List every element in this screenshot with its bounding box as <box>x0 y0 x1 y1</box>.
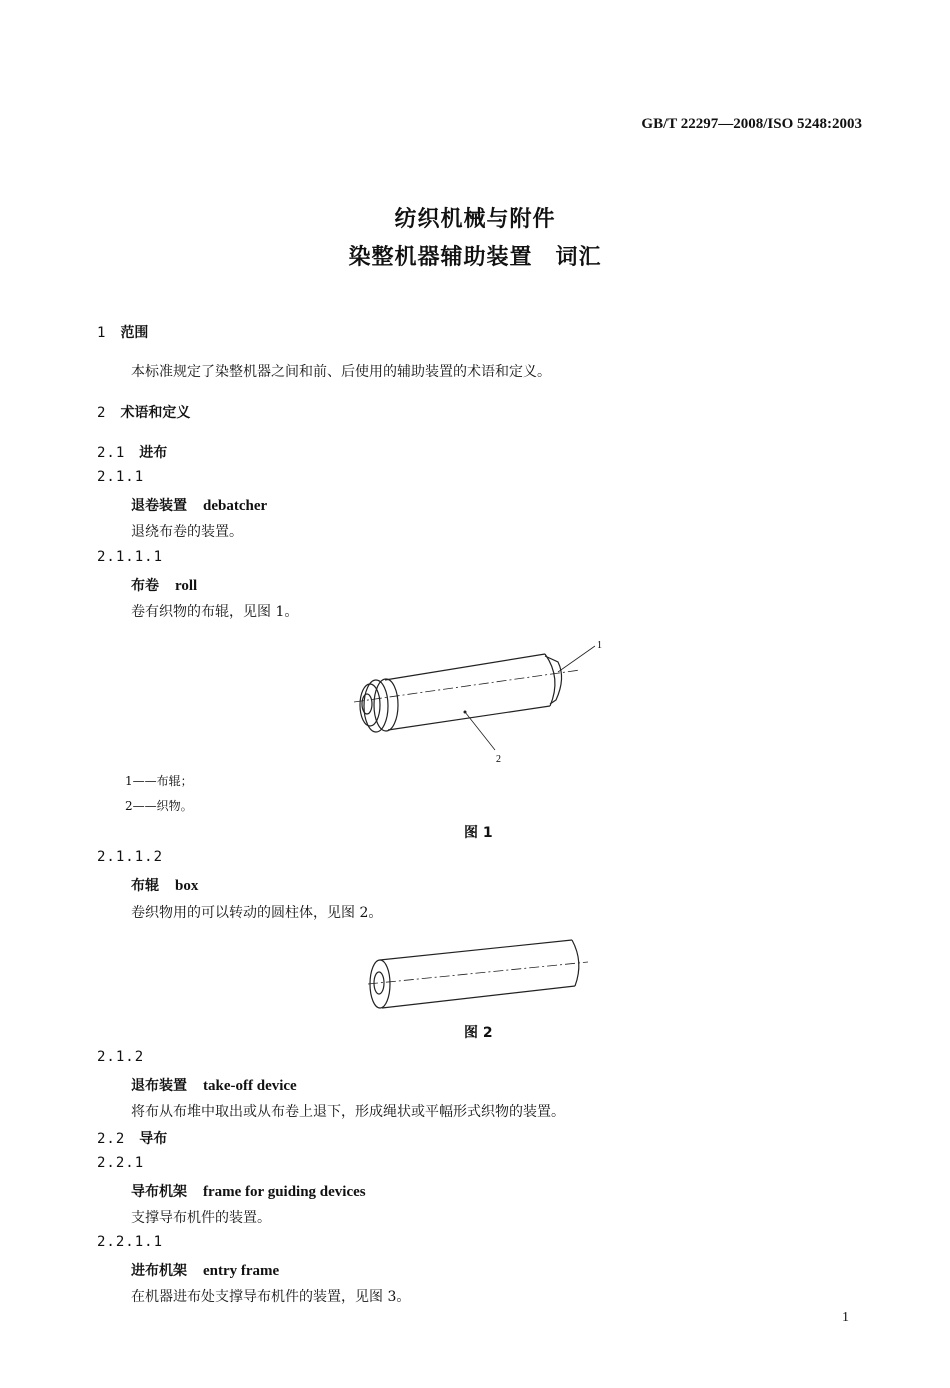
definition-box: 卷织物用的可以转动的圆柱体，见图 2。 <box>131 905 383 921</box>
figure-1-label-2: 2 <box>496 754 501 765</box>
section-1-heading <box>97 322 148 342</box>
definition-take-off-device: 将布从布堆中取出或从布卷上退下，形成绳状或平幅形式织物的装置。 <box>131 1104 565 1120</box>
box-bottom-edge <box>382 986 575 1008</box>
term-cn: 退布装置 <box>131 1078 187 1094</box>
term-roll <box>131 575 197 595</box>
term-cn: 进布机架 <box>131 1263 187 1279</box>
clause-number-2-1-1-1: 2.1.1.1 <box>97 549 164 565</box>
figure-1-label-1: 1 <box>597 640 602 651</box>
box-top-edge <box>380 940 572 960</box>
term-en: roll <box>175 578 198 594</box>
term-en: frame for guiding devices <box>203 1184 366 1200</box>
section-number: 2 <box>97 405 107 421</box>
document-title-line-2: 染整机器辅助装置 词汇 <box>348 245 602 270</box>
roll-left-end <box>374 679 398 731</box>
roll-top-edge <box>385 654 545 680</box>
fabric-point <box>464 711 467 714</box>
box-centre-line <box>368 962 588 984</box>
page-number: 1 <box>842 1310 849 1325</box>
section-title: 术语和定义 <box>120 405 191 421</box>
figure-1-key-2: 2——织物。 <box>125 799 193 813</box>
clause-number-2-1-2: 2.1.2 <box>97 1049 145 1065</box>
section-2-heading <box>97 402 190 422</box>
figure-2-box-drawing <box>360 930 600 1015</box>
figure-1-caption: 图 1 <box>464 825 493 841</box>
figure-2-caption: 图 2 <box>464 1025 493 1041</box>
term-take-off-device <box>131 1075 297 1095</box>
term-cn: 布卷 <box>131 578 159 594</box>
figure-1-roll-drawing <box>340 630 620 770</box>
term-en: debatcher <box>203 498 268 514</box>
standard-code: GB/T 22297—2008/ISO 5248:2003 <box>641 116 862 132</box>
section-2-1-heading <box>97 442 167 462</box>
term-en: entry frame <box>203 1263 280 1279</box>
figure-1-key-1: 1——布辊； <box>125 774 193 788</box>
section-number: 2.1 <box>97 445 126 461</box>
clause-number-2-2-1: 2.2.1 <box>97 1155 145 1171</box>
document-title-line-1: 纺织机械与附件 <box>394 207 556 232</box>
term-cn: 布辊 <box>131 878 159 894</box>
definition-debatcher: 退绕布卷的装置。 <box>131 524 243 540</box>
term-cn: 退卷装置 <box>131 498 187 514</box>
roll-flange-inner <box>360 684 380 726</box>
section-2-2-heading <box>97 1128 167 1148</box>
term-debatcher <box>131 495 267 515</box>
clause-number-2-2-1-1: 2.2.1.1 <box>97 1234 164 1250</box>
box-right-end <box>572 940 579 986</box>
clause-number-2-1-1-2: 2.1.1.2 <box>97 849 164 865</box>
term-en: box <box>175 878 199 894</box>
leader-line-2 <box>465 712 495 750</box>
section-title: 范围 <box>120 325 149 341</box>
section-number: 2.2 <box>97 1131 126 1147</box>
box-left-end <box>370 960 390 1008</box>
section-title: 导布 <box>139 1131 168 1147</box>
clause-number-2-1-1: 2.1.1 <box>97 469 145 485</box>
term-entry-frame <box>131 1260 279 1280</box>
term-box <box>131 875 198 895</box>
term-frame-for-guiding-devices <box>131 1181 366 1201</box>
roll-right-end <box>545 654 555 706</box>
definition-roll: 卷有织物的布辊，见图 1。 <box>131 604 299 620</box>
definition-entry-frame: 在机器进布处支撑导布机件的装置，见图 3。 <box>131 1289 411 1305</box>
section-1-text: 本标准规定了染整机器之间和前、后使用的辅助装置的术语和定义。 <box>131 364 551 380</box>
section-number: 1 <box>97 325 107 341</box>
term-en: take-off device <box>203 1078 297 1094</box>
roll-bottom-edge <box>388 706 550 730</box>
leader-line-1 <box>558 646 595 672</box>
term-cn: 导布机架 <box>131 1184 187 1200</box>
definition-frame-for-guiding-devices: 支撑导布机件的装置。 <box>131 1210 271 1226</box>
section-title: 进布 <box>139 445 168 461</box>
